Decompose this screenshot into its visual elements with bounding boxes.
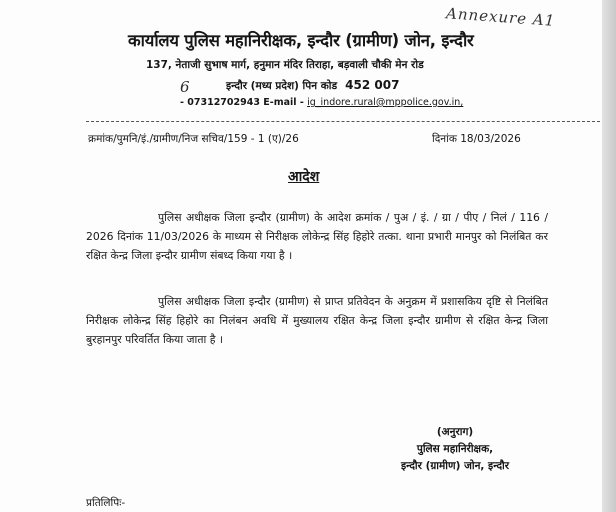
signatory-designation: पुलिस महानिरीक्षक, bbox=[416, 443, 494, 455]
page-edge-shadow bbox=[602, 0, 616, 512]
copy-to-label: प्रतिलिपिः- bbox=[86, 497, 126, 509]
handwritten-annexure-note: Annexure A1 bbox=[445, 4, 556, 30]
reference-number: क्रमांक/पुमनि/इं./ग्रामीण/निज सचिव/159 - 1 (ए)/26 bbox=[88, 133, 299, 145]
email-label: E-mail - bbox=[263, 97, 304, 108]
pin-code: 452 007 bbox=[345, 78, 400, 92]
office-address: 137, नेताजी सुभाष मार्ग, हनुमान मंदिर तिराहा, बड़वाली चौकी मेन रोड bbox=[146, 59, 424, 71]
signature-block bbox=[380, 424, 530, 475]
state-text: इन्दौर (मध्य प्रदेश) पिन कोड bbox=[226, 80, 338, 92]
contact-line bbox=[180, 97, 463, 108]
phone-number: - 07312702943 bbox=[180, 97, 260, 108]
handwritten-number: 6 bbox=[180, 78, 190, 96]
header-divider bbox=[86, 121, 600, 122]
office-title: कार्यालय पुलिस महानिरीक्षक, इन्दौर (ग्रामीण) जोन, इन्दौर bbox=[128, 31, 474, 50]
order-date: दिनांक 18/03/2026 bbox=[432, 133, 521, 145]
order-heading: आदेश bbox=[288, 169, 320, 185]
order-paragraph: पुलिस अधीक्षक जिला इन्दौर (ग्रामीण) के आदेश क्रमांक / पुअ / इं. / ग्रा / पीए / निलं / 116 / 2026 दिनांक 11/03/2026 के माध्यम से निरीक्षक लोकेन्द्र सिंह हिहोरे तत्का. थाना प्रभारी मानपुर को निलंबित कर रक्षित केन्द्र जिला इन्दौर ग्रामीण संबध्द किया गया है । bbox=[86, 211, 548, 262]
email-link[interactable]: ig_indore.rural@mppolice.gov.in, bbox=[307, 97, 464, 108]
office-state-line bbox=[226, 78, 399, 93]
order-paragraph: पुलिस अधीक्षक जिला इन्दौर (ग्रामीण) से प्राप्त प्रतिवेदन के अनुक्रम में प्रशासकिय दृष्टि से निलंबित निरीक्षक लोकेन्द्र सिंह हिहोरे का निलंबन अवधि में मुख्यालय रक्षित केन्द्र जिला इन्दौर ग्रामीण से रक्षित केन्द्र जिला बुरहानपुर परिवर्तित किया जाता है । bbox=[86, 295, 548, 346]
signatory-office: इन्दौर (ग्रामीण) जोन, इन्दौर bbox=[400, 460, 510, 472]
signatory-name: (अनुराग) bbox=[436, 426, 474, 438]
